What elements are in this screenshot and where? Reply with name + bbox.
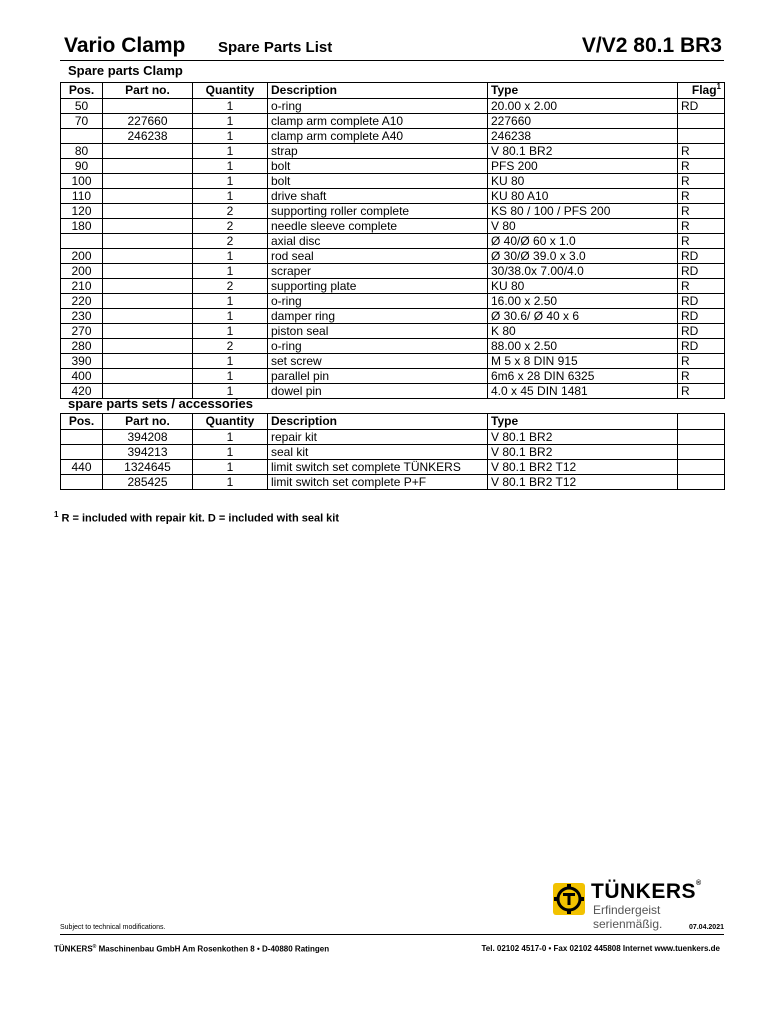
cell-pos: 100: [61, 174, 103, 189]
cell-part-no: [103, 144, 193, 159]
cell-pos: 200: [61, 249, 103, 264]
company-address-text: Maschinenbau GmbH Am Rosenkothen 8 • D-40880 Ratingen: [96, 944, 330, 954]
footnote-marker: 1: [716, 82, 721, 91]
cell-type: 6m6 x 28 DIN 6325: [488, 369, 678, 384]
header-description: Description: [268, 83, 488, 99]
table-row: [61, 460, 725, 475]
cell-description: limit switch set complete P+F: [268, 475, 488, 490]
header-type: Type: [488, 414, 678, 430]
model-code: V/V2 80.1 BR3: [581, 34, 722, 57]
cell-type: 227660: [488, 114, 678, 129]
cell-quantity: 1: [193, 249, 268, 264]
table-row: [61, 189, 725, 204]
cell-description: piston seal: [268, 324, 488, 339]
cell-type: V 80.1 BR2 T12: [488, 460, 678, 475]
footnote-number: 1: [54, 510, 59, 519]
cell-part-no: [103, 264, 193, 279]
table-row: [61, 159, 725, 174]
cell-quantity: 1: [193, 324, 268, 339]
cell-description: o-ring: [268, 99, 488, 114]
cell-pos: 390: [61, 354, 103, 369]
table-row: [61, 279, 725, 294]
table-row: [61, 234, 725, 249]
cell-flag: [678, 114, 725, 129]
table-row: [61, 129, 725, 144]
cell-pos: 270: [61, 324, 103, 339]
header-pos: Pos.: [61, 414, 103, 430]
cell-flag: R: [678, 189, 725, 204]
table-row: [61, 204, 725, 219]
cell-flag: [678, 445, 725, 460]
cell-type: Ø 30/Ø 39.0 x 3.0: [488, 249, 678, 264]
cell-pos: 180: [61, 219, 103, 234]
clamp-parts-table: [60, 82, 725, 399]
table-row: [61, 430, 725, 445]
cell-type: KU 80 A10: [488, 189, 678, 204]
cell-pos: [61, 129, 103, 144]
header-flag: [678, 83, 725, 99]
cell-quantity: 1: [193, 294, 268, 309]
cell-flag: [678, 475, 725, 490]
cell-quantity: 2: [193, 204, 268, 219]
cell-flag: R: [678, 219, 725, 234]
header-quantity: Quantity: [193, 83, 268, 99]
cell-type: 16.00 x 2.50: [488, 294, 678, 309]
cell-pos: 210: [61, 279, 103, 294]
cell-description: o-ring: [268, 339, 488, 354]
cell-flag: RD: [678, 339, 725, 354]
cell-quantity: 1: [193, 189, 268, 204]
cell-description: limit switch set complete TÜNKERS: [268, 460, 488, 475]
cell-quantity: 1: [193, 99, 268, 114]
cell-pos: 90: [61, 159, 103, 174]
cell-description: repair kit: [268, 430, 488, 445]
logo-wordmark: [591, 880, 702, 904]
logo-registered: ®: [696, 880, 702, 887]
footer-top-line: [60, 922, 724, 935]
cell-quantity: 2: [193, 219, 268, 234]
cell-flag: [678, 460, 725, 475]
cell-description: drive shaft: [268, 189, 488, 204]
company-name: TÜNKERS: [54, 944, 93, 954]
cell-type: 20.00 x 2.00: [488, 99, 678, 114]
cell-flag: RD: [678, 264, 725, 279]
cell-flag: [678, 129, 725, 144]
cell-part-no: [103, 309, 193, 324]
company-contact: Tel. 02102 4517-0 • Fax 02102 445808 Internet www.tuenkers.de: [481, 944, 720, 953]
cell-type: V 80.1 BR2: [488, 445, 678, 460]
table-row: [61, 475, 725, 490]
cell-description: supporting plate: [268, 279, 488, 294]
cell-description: scraper: [268, 264, 488, 279]
cell-type: V 80: [488, 219, 678, 234]
cell-quantity: 1: [193, 129, 268, 144]
cell-flag: [678, 430, 725, 445]
header-type: Type: [488, 83, 678, 99]
header-flag-label: Flag: [691, 83, 717, 97]
cell-quantity: 1: [193, 354, 268, 369]
cell-flag: R: [678, 354, 725, 369]
cell-part-no: [103, 249, 193, 264]
gear-icon: [552, 882, 586, 916]
cell-type: K 80: [488, 324, 678, 339]
cell-type: M 5 x 8 DIN 915: [488, 354, 678, 369]
cell-description: needle sleeve complete: [268, 219, 488, 234]
header-part-no: Part no.: [103, 414, 193, 430]
cell-pos: [61, 445, 103, 460]
cell-part-no: [103, 339, 193, 354]
logo-slogan: Erfindergeist serienmäßig.: [593, 903, 663, 931]
cell-pos: 440: [61, 460, 103, 475]
cell-pos: 280: [61, 339, 103, 354]
cell-quantity: 1: [193, 369, 268, 384]
cell-description: clamp arm complete A40: [268, 129, 488, 144]
cell-type: KS 80 / 100 / PFS 200: [488, 204, 678, 219]
cell-flag: RD: [678, 324, 725, 339]
logo-name: TÜNKERS: [591, 880, 697, 903]
header-pos: Pos.: [61, 83, 103, 99]
cell-quantity: 1: [193, 159, 268, 174]
cell-pos: 220: [61, 294, 103, 309]
cell-description: axial disc: [268, 234, 488, 249]
table-row: [61, 114, 725, 129]
cell-flag: RD: [678, 294, 725, 309]
cell-description: parallel pin: [268, 369, 488, 384]
cell-flag: R: [678, 384, 725, 399]
header-part-no: Part no.: [103, 83, 193, 99]
cell-part-no: [103, 294, 193, 309]
cell-pos: 120: [61, 204, 103, 219]
section-title-sets: spare parts sets / accessories: [68, 396, 254, 411]
cell-description: seal kit: [268, 445, 488, 460]
cell-pos: [61, 234, 103, 249]
cell-description: rod seal: [268, 249, 488, 264]
cell-quantity: 1: [193, 264, 268, 279]
cell-part-no: [103, 204, 193, 219]
cell-part-no: [103, 279, 193, 294]
header-quantity: Quantity: [193, 414, 268, 430]
cell-pos: 80: [61, 144, 103, 159]
table-row: [61, 99, 725, 114]
cell-type: Ø 40/Ø 60 x 1.0: [488, 234, 678, 249]
cell-quantity: 2: [193, 279, 268, 294]
header-description: Description: [268, 414, 488, 430]
cell-quantity: 1: [193, 475, 268, 490]
cell-part-no: [103, 219, 193, 234]
cell-quantity: 1: [193, 114, 268, 129]
cell-description: supporting roller complete: [268, 204, 488, 219]
cell-part-no: [103, 234, 193, 249]
cell-pos: [61, 430, 103, 445]
cell-quantity: 1: [193, 430, 268, 445]
cell-part-no: [103, 189, 193, 204]
cell-pos: 420: [61, 384, 103, 399]
cell-description: o-ring: [268, 294, 488, 309]
cell-flag: RD: [678, 309, 725, 324]
table-row: [61, 294, 725, 309]
header-flag-empty: [678, 414, 725, 430]
cell-type: V 80.1 BR2 T12: [488, 475, 678, 490]
cell-description: bolt: [268, 174, 488, 189]
cell-quantity: 1: [193, 309, 268, 324]
cell-pos: 230: [61, 309, 103, 324]
section-title-clamp: Spare parts Clamp: [68, 63, 183, 78]
cell-part-no: 394208: [103, 430, 193, 445]
cell-description: damper ring: [268, 309, 488, 324]
disclaimer: Subject to technical modifications.: [60, 924, 166, 931]
cell-part-no: [103, 174, 193, 189]
cell-description: set screw: [268, 354, 488, 369]
document-subtitle: Spare Parts List: [218, 39, 333, 56]
cell-flag: R: [678, 234, 725, 249]
table-row: [61, 324, 725, 339]
cell-type: 88.00 x 2.50: [488, 339, 678, 354]
cell-part-no: 227660: [103, 114, 193, 129]
cell-description: clamp arm complete A10: [268, 114, 488, 129]
cell-part-no: [103, 99, 193, 114]
document-date: 07.04.2021: [688, 924, 724, 931]
cell-pos: 70: [61, 114, 103, 129]
page-header: [60, 34, 724, 61]
cell-type: Ø 30.6/ Ø 40 x 6: [488, 309, 678, 324]
cell-quantity: 1: [193, 460, 268, 475]
cell-quantity: 2: [193, 339, 268, 354]
cell-part-no: [103, 159, 193, 174]
cell-type: 246238: [488, 129, 678, 144]
table-row: [61, 354, 725, 369]
cell-flag: R: [678, 369, 725, 384]
cell-type: KU 80: [488, 279, 678, 294]
cell-type: PFS 200: [488, 159, 678, 174]
cell-quantity: 1: [193, 445, 268, 460]
cell-part-no: [103, 354, 193, 369]
table-row: [61, 174, 725, 189]
cell-flag: R: [678, 144, 725, 159]
cell-part-no: 246238: [103, 129, 193, 144]
cell-quantity: 2: [193, 234, 268, 249]
cell-type: 30/38.0x 7.00/4.0: [488, 264, 678, 279]
cell-flag: R: [678, 174, 725, 189]
cell-pos: 110: [61, 189, 103, 204]
cell-pos: [61, 475, 103, 490]
table-row: [61, 445, 725, 460]
cell-flag: RD: [678, 249, 725, 264]
cell-description: strap: [268, 144, 488, 159]
table-row: [61, 339, 725, 354]
cell-quantity: 1: [193, 144, 268, 159]
cell-description: bolt: [268, 159, 488, 174]
cell-type: KU 80: [488, 174, 678, 189]
cell-flag: R: [678, 204, 725, 219]
cell-quantity: 1: [193, 384, 268, 399]
cell-flag: R: [678, 159, 725, 174]
footnote: [54, 510, 339, 525]
cell-flag: RD: [678, 99, 725, 114]
cell-type: V 80.1 BR2: [488, 144, 678, 159]
cell-quantity: 1: [193, 174, 268, 189]
cell-part-no: 285425: [103, 475, 193, 490]
cell-part-no: 394213: [103, 445, 193, 460]
cell-part-no: 1324645: [103, 460, 193, 475]
table-row: [61, 144, 725, 159]
document-title: Vario Clamp: [64, 34, 186, 57]
table-header-row: [61, 83, 725, 99]
table-row: [61, 249, 725, 264]
table-row: [61, 309, 725, 324]
cell-pos: 400: [61, 369, 103, 384]
cell-pos: 50: [61, 99, 103, 114]
cell-pos: 200: [61, 264, 103, 279]
company-address: [54, 944, 329, 954]
table-row: [61, 264, 725, 279]
cell-part-no: [103, 324, 193, 339]
cell-type: V 80.1 BR2: [488, 430, 678, 445]
cell-type: 4.0 x 45 DIN 1481: [488, 384, 678, 399]
sets-parts-table: [60, 413, 725, 490]
table-header-row: [61, 414, 725, 430]
cell-part-no: [103, 369, 193, 384]
footnote-text: R = included with repair kit. D = included with seal kit: [61, 512, 340, 525]
table-row: [61, 369, 725, 384]
table-row: [61, 219, 725, 234]
cell-description: dowel pin: [268, 384, 488, 399]
cell-flag: R: [678, 279, 725, 294]
company-registered: ®: [92, 944, 97, 950]
